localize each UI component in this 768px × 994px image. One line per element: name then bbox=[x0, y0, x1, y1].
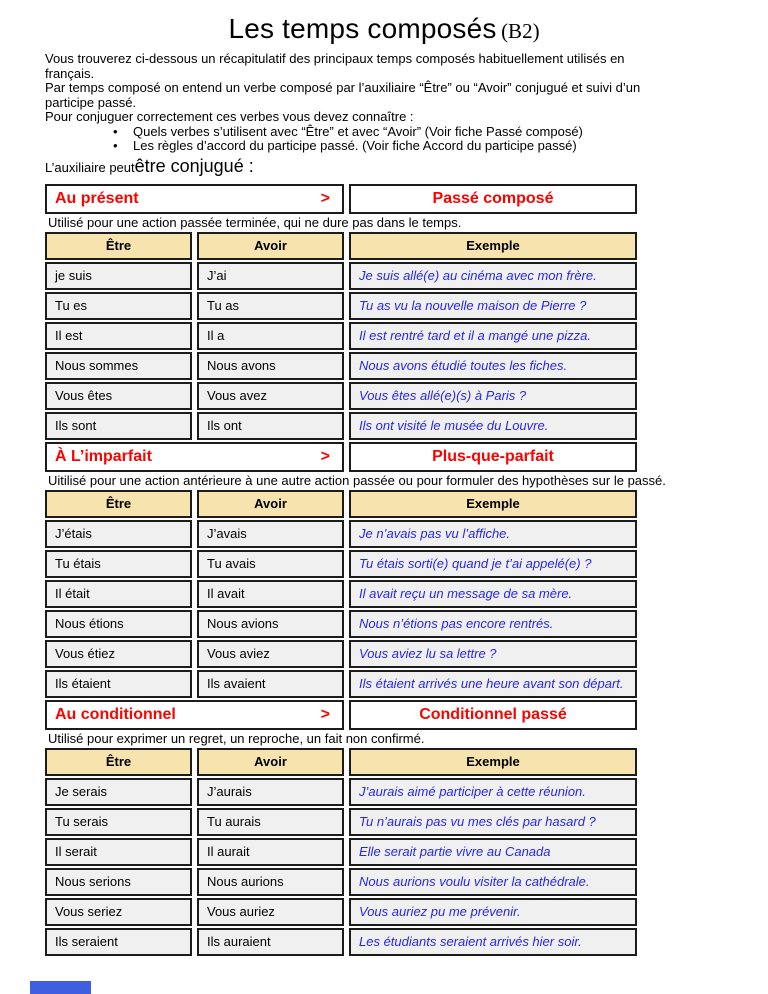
table-row bbox=[45, 520, 637, 548]
etre-cell: Vous étiez bbox=[45, 640, 192, 668]
section-caption: Uitilisé pour une action antérieure à une autre action passée ou pour formuler des hypothèses sur le passé. bbox=[48, 472, 666, 488]
avoir-cell: Tu aurais bbox=[197, 808, 344, 836]
bullet-item bbox=[113, 125, 768, 140]
avoir-cell: Il aurait bbox=[197, 838, 344, 866]
auxiliary-statement-emphasis: être conjugué : bbox=[134, 155, 254, 176]
etre-cell: Tu étais bbox=[45, 550, 192, 578]
intro-line: Pour conjuguer correctement ces verbes vous devez connaître : bbox=[45, 109, 414, 124]
tense-to-cell bbox=[349, 700, 637, 730]
auxiliary-statement-prefix: L’auxiliaire peut bbox=[45, 159, 135, 175]
column-header-avoir: Avoir bbox=[197, 232, 344, 260]
tense-to-label: Plus-que-parfait bbox=[432, 447, 554, 465]
exemple-cell: Nous n’étions pas encore rentrés. bbox=[349, 610, 637, 638]
avoir-cell: J’ai bbox=[197, 262, 344, 290]
column-header-etre: Être bbox=[45, 748, 192, 776]
intro-line: Vous trouverez ci-dessous un récapitulatif des principaux temps composés habituellement utilisés en bbox=[45, 51, 625, 66]
table-row bbox=[45, 778, 637, 806]
tense-from-cell bbox=[45, 184, 344, 214]
page-title-row bbox=[0, 0, 768, 45]
tense-to-cell bbox=[349, 442, 637, 472]
avoir-cell: Ils ont bbox=[197, 412, 344, 440]
intro-paragraphs bbox=[45, 52, 768, 125]
bullet-list bbox=[45, 125, 768, 154]
etre-cell: Vous êtes bbox=[45, 382, 192, 410]
etre-cell: Tu es bbox=[45, 292, 192, 320]
avoir-cell: Nous avions bbox=[197, 610, 344, 638]
avoir-cell: J’aurais bbox=[197, 778, 344, 806]
etre-cell: Vous seriez bbox=[45, 898, 192, 926]
avoir-cell: Ils avaient bbox=[197, 670, 344, 698]
tense-from-label: Au conditionnel bbox=[55, 705, 176, 723]
tense-header-row bbox=[45, 184, 637, 214]
bottom-blue-marker bbox=[30, 981, 91, 994]
table-row bbox=[45, 322, 637, 350]
column-header-avoir: Avoir bbox=[197, 748, 344, 776]
exemple-cell: Il est rentré tard et il a mangé une pizza. bbox=[349, 322, 637, 350]
tense-section bbox=[45, 184, 768, 440]
intro-line: français. bbox=[45, 65, 95, 81]
tense-header-row bbox=[45, 700, 637, 730]
exemple-cell: Vous êtes allé(e)(s) à Paris ? bbox=[349, 382, 637, 410]
etre-cell: Ils étaient bbox=[45, 670, 192, 698]
avoir-cell: Nous aurions bbox=[197, 868, 344, 896]
avoir-cell: Ils auraient bbox=[197, 928, 344, 956]
column-header-exemple: Exemple bbox=[349, 490, 637, 518]
etre-cell: Tu serais bbox=[45, 808, 192, 836]
exemple-cell: Tu n’aurais pas vu mes clés par hasard ? bbox=[349, 808, 637, 836]
table-row bbox=[45, 640, 637, 668]
intro-line: participe passé. bbox=[45, 94, 137, 110]
section-caption: Utilisé pour une action passée terminée, qui ne dure pas dans le temps. bbox=[48, 214, 462, 230]
tense-sections bbox=[0, 184, 768, 956]
etre-cell: J’étais bbox=[45, 520, 192, 548]
exemple-cell: Tu étais sorti(e) quand je t’ai appelé(e) ? bbox=[349, 550, 637, 578]
arrow-right-icon: > bbox=[320, 189, 330, 207]
table-row bbox=[45, 838, 637, 866]
exemple-cell: Ils étaient arrivés une heure avant son départ. bbox=[349, 670, 637, 698]
etre-cell: Ils sont bbox=[45, 412, 192, 440]
exemple-cell: Les étudiants seraient arrivés hier soir. bbox=[349, 928, 637, 956]
table-header-row bbox=[45, 748, 637, 776]
avoir-cell: Vous avez bbox=[197, 382, 344, 410]
bullet-icon: • bbox=[113, 138, 118, 153]
exemple-cell: Ils ont visité le musée du Louvre. bbox=[349, 412, 637, 440]
intro-line: Par temps composé on entend un verbe composé par l’auxiliaire “Être” ou “Avoir” conjugué et suivi d’un bbox=[45, 80, 641, 95]
tense-from-label: À L’imparfait bbox=[55, 447, 152, 465]
etre-cell: Ils seraient bbox=[45, 928, 192, 956]
exemple-cell: Je n’avais pas vu l’affiche. bbox=[349, 520, 637, 548]
table-row bbox=[45, 352, 637, 380]
column-header-exemple: Exemple bbox=[349, 232, 637, 260]
table-row bbox=[45, 412, 637, 440]
conjugation-table bbox=[45, 748, 637, 956]
section-caption: Utilisé pour exprimer un regret, un reproche, un fait non confirmé. bbox=[48, 730, 425, 746]
arrow-right-icon: > bbox=[320, 447, 330, 465]
table-row bbox=[45, 382, 637, 410]
arrow-right-icon: > bbox=[320, 705, 330, 723]
table-header-row bbox=[45, 490, 637, 518]
avoir-cell: J’avais bbox=[197, 520, 344, 548]
etre-cell: Il était bbox=[45, 580, 192, 608]
exemple-cell: J’aurais aimé participer à cette réunion. bbox=[349, 778, 637, 806]
tense-to-cell bbox=[349, 184, 637, 214]
tense-from-label: Au présent bbox=[55, 189, 139, 207]
tense-to-label: Passé composé bbox=[432, 189, 554, 207]
bullet-icon: • bbox=[113, 123, 118, 139]
etre-cell: Il serait bbox=[45, 838, 192, 866]
column-header-etre: Être bbox=[45, 490, 192, 518]
avoir-cell: Il a bbox=[197, 322, 344, 350]
exemple-cell: Elle serait partie vivre au Canada bbox=[349, 838, 637, 866]
column-header-avoir: Avoir bbox=[197, 490, 344, 518]
avoir-cell: Nous avons bbox=[197, 352, 344, 380]
bullet-text: Les règles d’accord du participe passé. (Voir fiche Accord du participe passé) bbox=[133, 138, 577, 153]
table-row bbox=[45, 898, 637, 926]
table-row bbox=[45, 550, 637, 578]
auxiliary-statement bbox=[45, 156, 768, 179]
exemple-cell: Nous avons étudié toutes les fiches. bbox=[349, 352, 637, 380]
tense-from-cell bbox=[45, 442, 344, 472]
bullet-item bbox=[113, 139, 768, 154]
avoir-cell: Vous auriez bbox=[197, 898, 344, 926]
tense-header-row bbox=[45, 442, 637, 472]
exemple-cell: Vous aviez lu sa lettre ? bbox=[349, 640, 637, 668]
table-row bbox=[45, 292, 637, 320]
table-row bbox=[45, 262, 637, 290]
tense-section bbox=[45, 442, 768, 698]
table-row bbox=[45, 808, 637, 836]
table-row bbox=[45, 868, 637, 896]
conjugation-table bbox=[45, 232, 637, 440]
table-row bbox=[45, 928, 637, 956]
exemple-cell: Nous aurions voulu visiter la cathédrale. bbox=[349, 868, 637, 896]
page-title: Les temps composés bbox=[228, 13, 497, 44]
etre-cell: Nous étions bbox=[45, 610, 192, 638]
bullet-text: Quels verbes s’utilisent avec “Être” et avec “Avoir” (Voir fiche Passé composé) bbox=[133, 123, 583, 139]
table-row bbox=[45, 580, 637, 608]
exemple-cell: Vous auriez pu me prévenir. bbox=[349, 898, 637, 926]
table-header-row bbox=[45, 232, 637, 260]
avoir-cell: Tu as bbox=[197, 292, 344, 320]
avoir-cell: Vous aviez bbox=[197, 640, 344, 668]
page-title-level: (B2) bbox=[501, 19, 540, 43]
exemple-cell: Tu as vu la nouvelle maison de Pierre ? bbox=[349, 292, 637, 320]
conjugation-table bbox=[45, 490, 637, 698]
etre-cell: Il est bbox=[45, 322, 192, 350]
etre-cell: Nous serions bbox=[45, 868, 192, 896]
column-header-etre: Être bbox=[45, 232, 192, 260]
avoir-cell: Tu avais bbox=[197, 550, 344, 578]
tense-section bbox=[45, 700, 768, 956]
table-row bbox=[45, 610, 637, 638]
exemple-cell: Je suis allé(e) au cinéma avec mon frère. bbox=[349, 262, 637, 290]
etre-cell: Je serais bbox=[45, 778, 192, 806]
table-row bbox=[45, 670, 637, 698]
tense-to-label: Conditionnel passé bbox=[419, 705, 567, 723]
etre-cell: Nous sommes bbox=[45, 352, 192, 380]
exemple-cell: Il avait reçu un message de sa mère. bbox=[349, 580, 637, 608]
avoir-cell: Il avait bbox=[197, 580, 344, 608]
column-header-exemple: Exemple bbox=[349, 748, 637, 776]
etre-cell: je suis bbox=[45, 262, 192, 290]
tense-from-cell bbox=[45, 700, 344, 730]
